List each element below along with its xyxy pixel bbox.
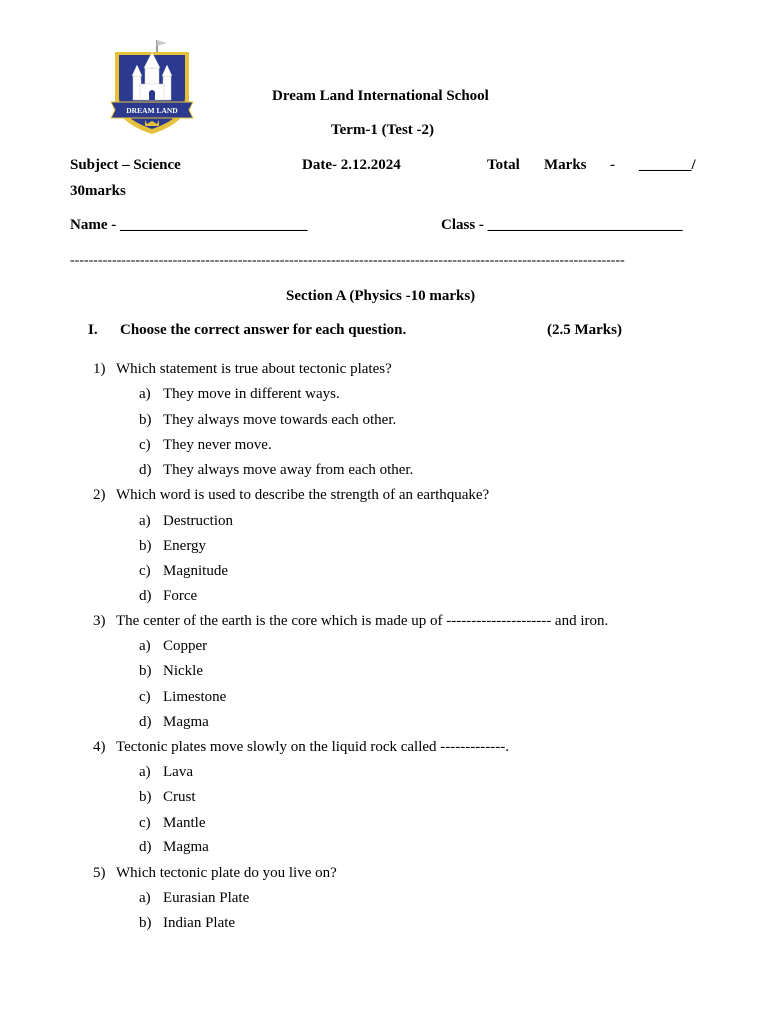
- subject-label: Subject – Science: [70, 157, 181, 173]
- name-field: Name - _________________________: [70, 217, 308, 233]
- question-number: 4): [93, 739, 106, 755]
- question-text: Tectonic plates move slowly on the liquid rock called -------------.: [116, 739, 509, 755]
- option-text: Destruction: [163, 513, 233, 529]
- option-text: Eurasian Plate: [163, 890, 250, 906]
- option-text: Force: [163, 588, 198, 604]
- marks-label: Marks: [544, 157, 587, 173]
- marks-blank: _______/: [639, 157, 696, 173]
- part-number: I.: [88, 322, 98, 338]
- section-title: Section A (Physics -10 marks): [286, 288, 476, 304]
- option-text: Limestone: [163, 689, 227, 705]
- option-text: Magnitude: [163, 563, 228, 579]
- logo-text: DREAM LAND: [126, 106, 178, 115]
- question-number: 3): [93, 613, 106, 629]
- question-number: 5): [93, 865, 106, 881]
- option-text: They never move.: [163, 437, 272, 453]
- option-text: They always move towards each other.: [163, 412, 397, 428]
- question-text: Which statement is true about tectonic plates?: [116, 361, 392, 377]
- option-letter: a): [139, 890, 151, 906]
- option-letter: b): [139, 789, 152, 805]
- option-text: Copper: [163, 638, 208, 654]
- option-text: Mantle: [163, 815, 206, 831]
- option-letter: d): [139, 588, 152, 604]
- option-text: Lava: [163, 764, 193, 780]
- option-letter: c): [139, 815, 151, 831]
- question-text: Which tectonic plate do you live on?: [116, 865, 337, 881]
- option-letter: a): [139, 513, 151, 529]
- option-letter: c): [139, 437, 151, 453]
- question-text: The center of the earth is the core which is made up of --------------------- and iron.: [116, 613, 609, 629]
- marks-total: 30marks: [70, 183, 126, 199]
- option-text: Crust: [163, 789, 196, 805]
- option-letter: b): [139, 412, 152, 428]
- question-number: 1): [93, 361, 106, 377]
- option-letter: c): [139, 563, 151, 579]
- option-letter: d): [139, 714, 152, 730]
- option-letter: c): [139, 689, 151, 705]
- class-field: Class - __________________________: [441, 217, 683, 233]
- option-text: Energy: [163, 538, 207, 554]
- option-text: Magma: [163, 839, 209, 855]
- option-letter: a): [139, 764, 151, 780]
- divider-line: -----------------------------------------------------------------------------------------------------------------------: [70, 253, 625, 268]
- option-text: They always move away from each other.: [163, 462, 414, 478]
- question-text: Which word is used to describe the strength of an earthquake?: [116, 487, 490, 503]
- option-letter: d): [139, 462, 152, 478]
- school-name: Dream Land International School: [272, 88, 489, 104]
- question-number: 2): [93, 487, 106, 503]
- marks-dash: -: [610, 157, 615, 173]
- option-letter: d): [139, 839, 152, 855]
- date-label: Date- 2.12.2024: [302, 157, 401, 173]
- option-letter: b): [139, 915, 152, 931]
- total-label: Total: [487, 157, 520, 173]
- option-letter: b): [139, 538, 152, 554]
- option-text: They move in different ways.: [163, 386, 340, 402]
- option-letter: a): [139, 638, 151, 654]
- section-marks: (2.5 Marks): [547, 322, 622, 338]
- section-instruction: Choose the correct answer for each question.: [120, 322, 407, 338]
- option-text: Nickle: [163, 663, 203, 679]
- option-letter: a): [139, 386, 151, 402]
- school-logo: [107, 38, 197, 136]
- option-letter: b): [139, 663, 152, 679]
- option-text: Indian Plate: [163, 915, 236, 931]
- term-title: Term-1 (Test -2): [331, 122, 435, 138]
- option-text: Magma: [163, 714, 209, 730]
